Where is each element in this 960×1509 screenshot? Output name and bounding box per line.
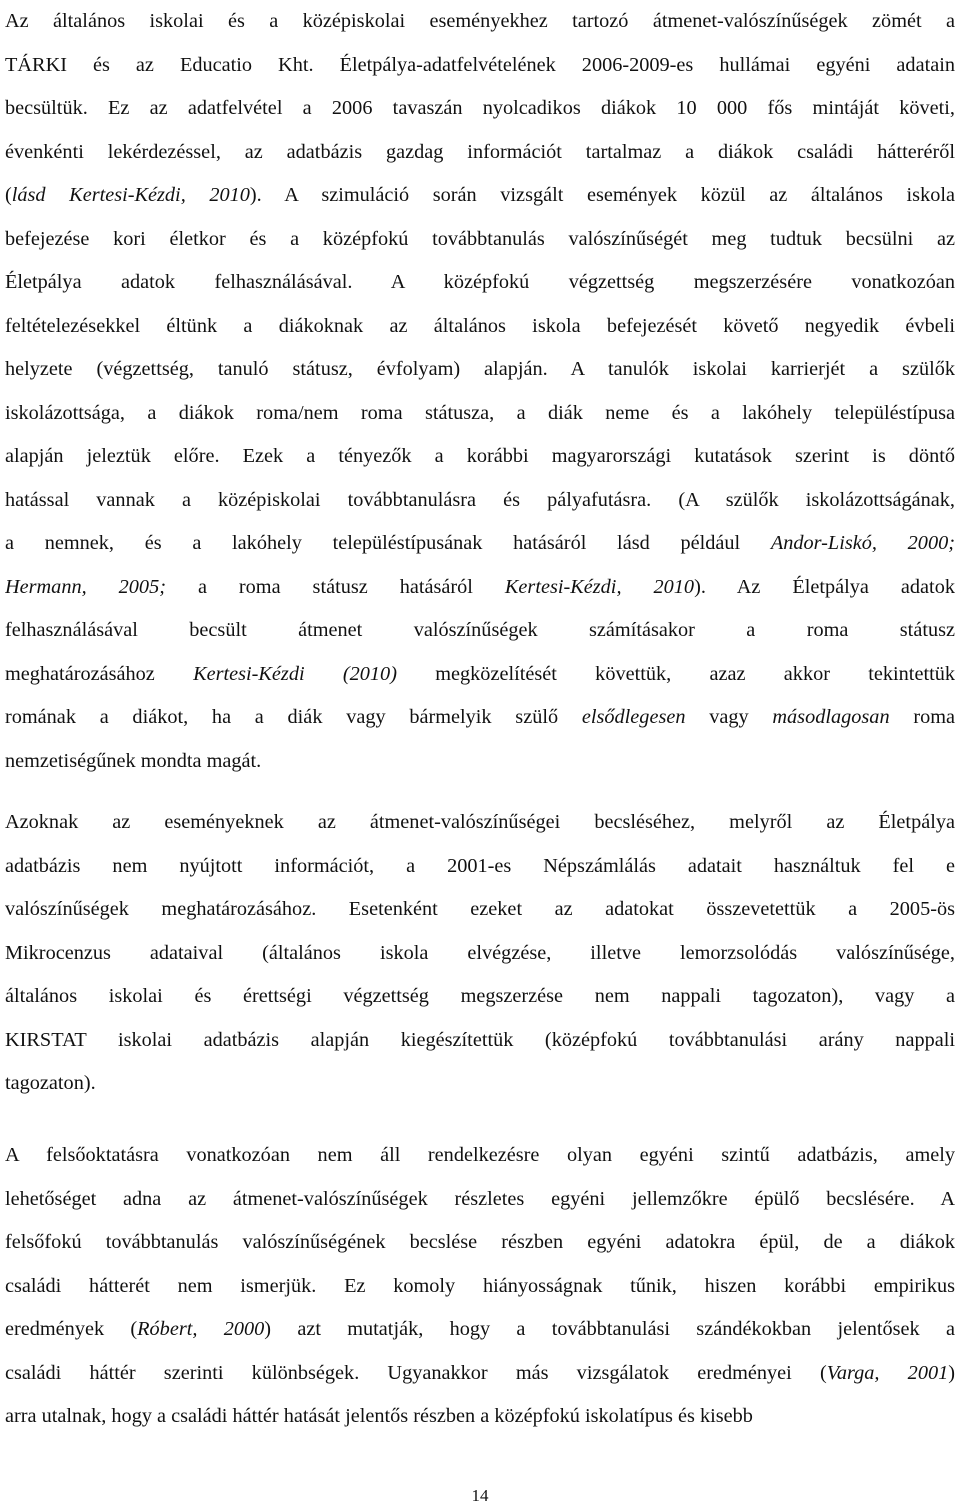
italic-citation: másodlagosan [772, 706, 890, 728]
text-line [5, 348, 955, 392]
text-line [5, 392, 955, 436]
text-segment: ) [948, 1361, 955, 1384]
italic-citation: Andor-Liskó, 2000; [770, 532, 955, 554]
text-segment: Azoknak az eseményeknek az átmenet-valószínűségei becsléséhez, melyről az Életpálya [5, 811, 955, 833]
text-line [5, 1019, 955, 1063]
text-line [5, 1395, 955, 1439]
text-segment: arra utalnak, hogy a családi háttér hatását jelentős részben a középfokú iskolatípus és kisebb [5, 1405, 753, 1427]
text-line [5, 566, 955, 610]
italic-citation: lásd Kertesi-Kézdi, 2010 [11, 184, 250, 206]
text-line [5, 0, 955, 44]
text-line [5, 1352, 955, 1396]
text-line [5, 1308, 955, 1352]
text-segment: lehetőséget adna az átmenet-valószínűségek részletes egyéni jellemzőkre épülő becslésére. A [5, 1187, 955, 1210]
italic-citation: Kertesi-Kézdi (2010) [193, 662, 397, 685]
text-line [5, 740, 955, 784]
text-line [5, 1178, 955, 1222]
text-line [5, 87, 955, 131]
text-segment: a roma státusz hatásáról [165, 575, 505, 598]
text-line [5, 696, 955, 740]
italic-citation: Hermann, 2005; [5, 575, 166, 598]
text-segment: megközelítését követtük, azaz akkor tekintettük [396, 662, 955, 685]
text-segment: feltételezésekkel éltünk a diákoknak az általános iskola befejezését követő negyedik évbeli [5, 314, 955, 337]
text-segment: családi háttér szerinti különbségek. Ugyanakkor más vizsgálatok eredményei ( [5, 1361, 827, 1384]
text-line [5, 975, 955, 1019]
text-segment: roma [889, 706, 955, 728]
paragraph-higher-education [5, 1134, 955, 1439]
text-segment: befejezése kori életkor és a középfokú továbbtanulás valószínűségét meg tudtuk becsülni az [5, 227, 955, 250]
text-segment: általános iskolai és érettségi végzettség megszerzése nem nappali tagozaton), vagy a [5, 985, 955, 1007]
text-segment: hatással vannak a középiskolai továbbtanulásra és pályafutásra. (A szülők iskolázottságának, [5, 488, 955, 511]
text-line [5, 888, 955, 932]
text-segment: eredmények ( [5, 1318, 138, 1340]
text-line [5, 1134, 955, 1178]
italic-citation: Varga, 2001 [826, 1361, 949, 1384]
text-segment: családi hátterét nem ismerjük. Ez komoly hiányosságnak tűnik, hiszen korábbi empirikus [5, 1274, 955, 1297]
text-segment: tagozaton). [5, 1072, 96, 1094]
text-segment: romának a diákot, ha a diák vagy bármelyik szülő [5, 706, 582, 728]
text-line [5, 845, 955, 889]
text-segment: ( [5, 184, 12, 206]
text-segment: TÁRKI és az Educatio Kht. Életpálya-adatfelvételének 2006-2009-es hullámai egyéni adatain [5, 53, 955, 76]
text-line [5, 1265, 955, 1309]
text-segment: iskolázottsága, a diákok roma/nem roma státusza, a diák neme és a lakóhely településtípusa [5, 401, 955, 424]
text-line [5, 479, 955, 523]
text-segment: adatbázis nem nyújtott információt, a 2001-es Népszámlálás adatait használtuk fel e [5, 854, 955, 877]
text-line [5, 609, 955, 653]
text-segment: ). A szimuláció során vizsgált események közül az általános iskola [249, 184, 955, 206]
text-segment: ). Az Életpálya adatok [694, 575, 955, 598]
italic-citation: Róbert, 2000 [137, 1318, 265, 1340]
text-segment: a nemnek, és a lakóhely településtípusának hatásáról lásd például [5, 532, 771, 554]
text-line [5, 435, 955, 479]
page-number: 14 [471, 1486, 489, 1505]
text-segment: ) azt mutatják, hogy a továbbtanulási szándékokban jelentősek a [264, 1318, 955, 1340]
text-line [5, 305, 955, 349]
text-line [5, 653, 955, 697]
text-line [5, 522, 955, 566]
text-segment: meghatározásához [5, 662, 194, 685]
text-segment: becsültük. Ez az adatfelvétel a 2006 tavaszán nyolcadikos diákok 10 000 fős mintáját követi, [5, 97, 955, 119]
text-line [5, 1221, 955, 1265]
text-segment: nemzetiségűnek mondta magát. [5, 749, 262, 772]
text-line [5, 801, 955, 845]
text-line [5, 131, 955, 175]
text-segment: A felsőoktatásra vonatkozóan nem áll rendelkezésre olyan egyéni szintű adatbázis, amely [5, 1144, 955, 1166]
text-line [5, 932, 955, 976]
paragraph-data-sources [5, 0, 955, 783]
text-segment: KIRSTAT iskolai adatbázis alapján kiegészítettük (középfokú továbbtanulási arány nappali [5, 1028, 955, 1051]
text-line [5, 174, 955, 218]
text-line [5, 218, 955, 262]
italic-citation: Kertesi-Kézdi, 2010 [504, 575, 695, 598]
text-segment: helyzete (végzettség, tanuló státusz, évfolyam) alapján. A tanulók iskolai karrierjét a szülők [5, 358, 955, 380]
text-segment: valószínűségek meghatározásához. Esetenként ezeket az adatokat összevetettük a 2005-ös [5, 898, 955, 920]
text-segment: alapján jeleztük előre. Ezek a tényezők a korábbi magyarországi kutatások szerint is döntő [5, 445, 955, 467]
text-segment: Mikrocenzus adataival (általános iskola elvégzése, illetve lemorzsolódás valószínűsége, [5, 941, 955, 964]
text-segment: felhasználásával becsült átmenet valószínűségek számításakor a roma státusz [5, 619, 955, 641]
text-line [5, 1062, 955, 1106]
italic-citation: elsődlegesen [581, 706, 686, 728]
text-line [5, 44, 955, 88]
text-line [5, 261, 955, 305]
text-segment: Életpálya adatok felhasználásával. A középfokú végzettség megszerzésére vonatkozóan [5, 271, 955, 293]
text-segment: felsőfokú továbbtanulás valószínűségének becslése részben egyéni adatokra épül, de a diákok [5, 1231, 955, 1253]
text-segment: évenkénti lekérdezéssel, az adatbázis gazdag információt tartalmaz a diákok családi hátteréről [5, 140, 955, 163]
paragraph-census-data [5, 801, 955, 1106]
text-segment: Az általános iskolai és a középiskolai eseményekhez tartozó átmenet-valószínűségek zömét a [5, 10, 955, 32]
text-segment: vagy [685, 706, 773, 728]
